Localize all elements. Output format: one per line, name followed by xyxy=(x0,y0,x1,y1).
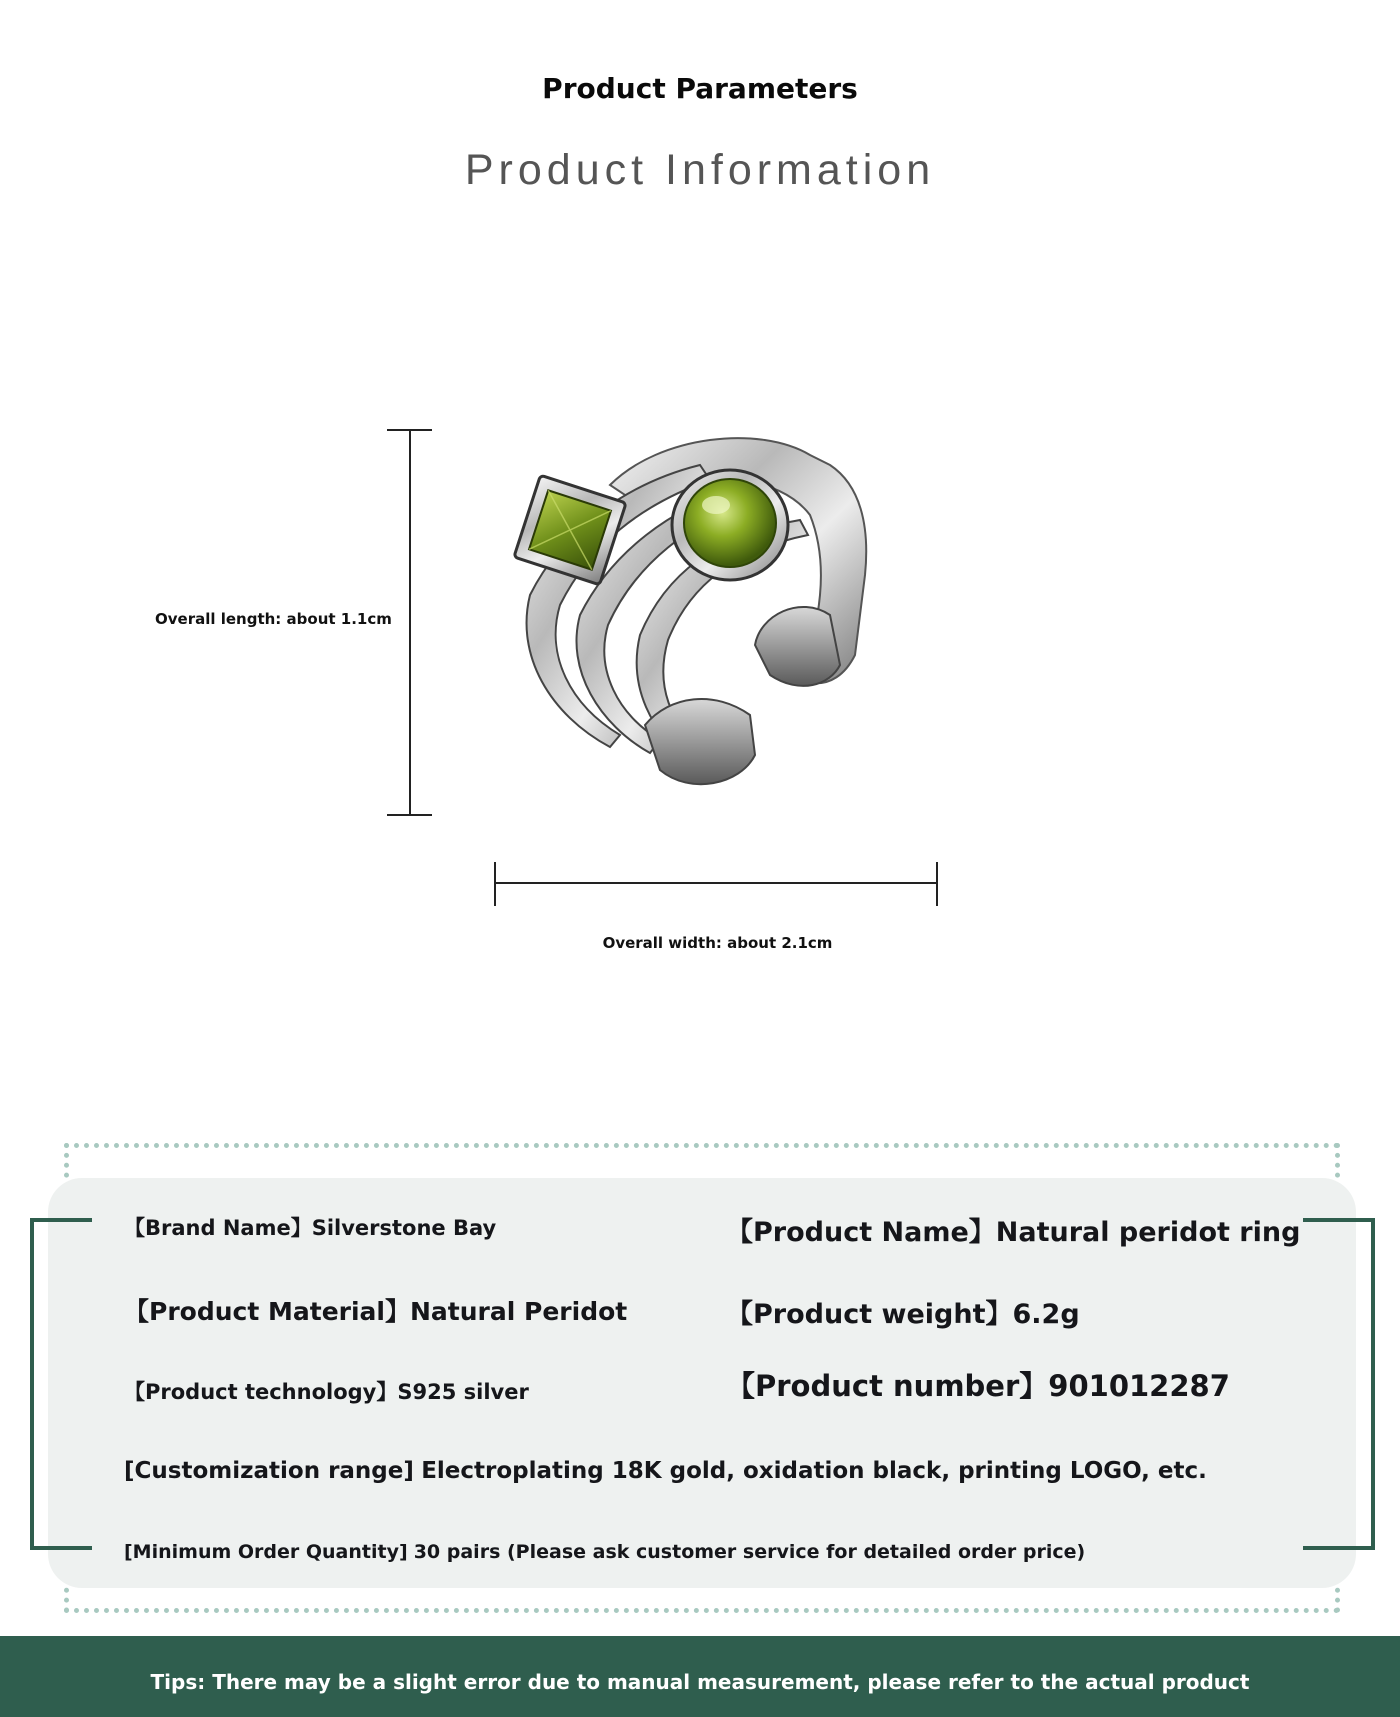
spec-label: [Customization range] xyxy=(124,1458,414,1484)
spec-value: Silverstone Bay xyxy=(311,1216,497,1240)
footer-tips: Tips: There may be a slight error due to manual measurement, please refer to the actual product xyxy=(150,1670,1250,1694)
spec-customization-range xyxy=(124,1458,1207,1484)
width-label: Overall width: about 2.1cm xyxy=(602,934,833,952)
spec-label: 【Product technology】 xyxy=(124,1380,398,1404)
spec-value: 6.2g xyxy=(1012,1299,1080,1330)
spec-label: 【Brand Name】 xyxy=(124,1216,312,1240)
spec-value: Electroplating 18K gold, oxidation black, printing LOGO, etc. xyxy=(421,1458,1207,1484)
spec-value: Natural peridot ring xyxy=(995,1217,1301,1248)
spec-label: [Minimum Order Quantity] xyxy=(124,1541,408,1563)
spec-product-material xyxy=(124,1292,627,1328)
left-bracket-decoration xyxy=(30,1218,92,1550)
spec-label: 【Product Name】 xyxy=(726,1217,996,1248)
spec-product-weight xyxy=(726,1292,1080,1331)
spec-value: S925 silver xyxy=(397,1380,529,1404)
right-bracket-decoration xyxy=(1303,1218,1375,1550)
page-title: Product Parameters xyxy=(542,72,858,105)
spec-label: 【Product weight】 xyxy=(726,1299,1013,1330)
ring-product-image xyxy=(500,425,920,825)
spec-product-technology xyxy=(124,1376,529,1406)
spec-value: 30 pairs (Please ask customer service for detailed order price) xyxy=(413,1541,1086,1563)
spec-value: 901012287 xyxy=(1048,1369,1230,1403)
length-label: Overall length: about 1.1cm xyxy=(155,610,392,628)
page-subtitle: Product Information xyxy=(464,146,936,194)
spec-product-number xyxy=(726,1364,1230,1405)
spec-label: 【Product number】 xyxy=(726,1369,1049,1403)
spec-brand-name xyxy=(124,1212,496,1242)
spec-product-name xyxy=(726,1210,1300,1249)
spec-label: 【Product Material】 xyxy=(124,1297,410,1326)
spec-minimum-order-quantity xyxy=(124,1541,1085,1563)
spec-value: Natural Peridot xyxy=(410,1297,628,1326)
